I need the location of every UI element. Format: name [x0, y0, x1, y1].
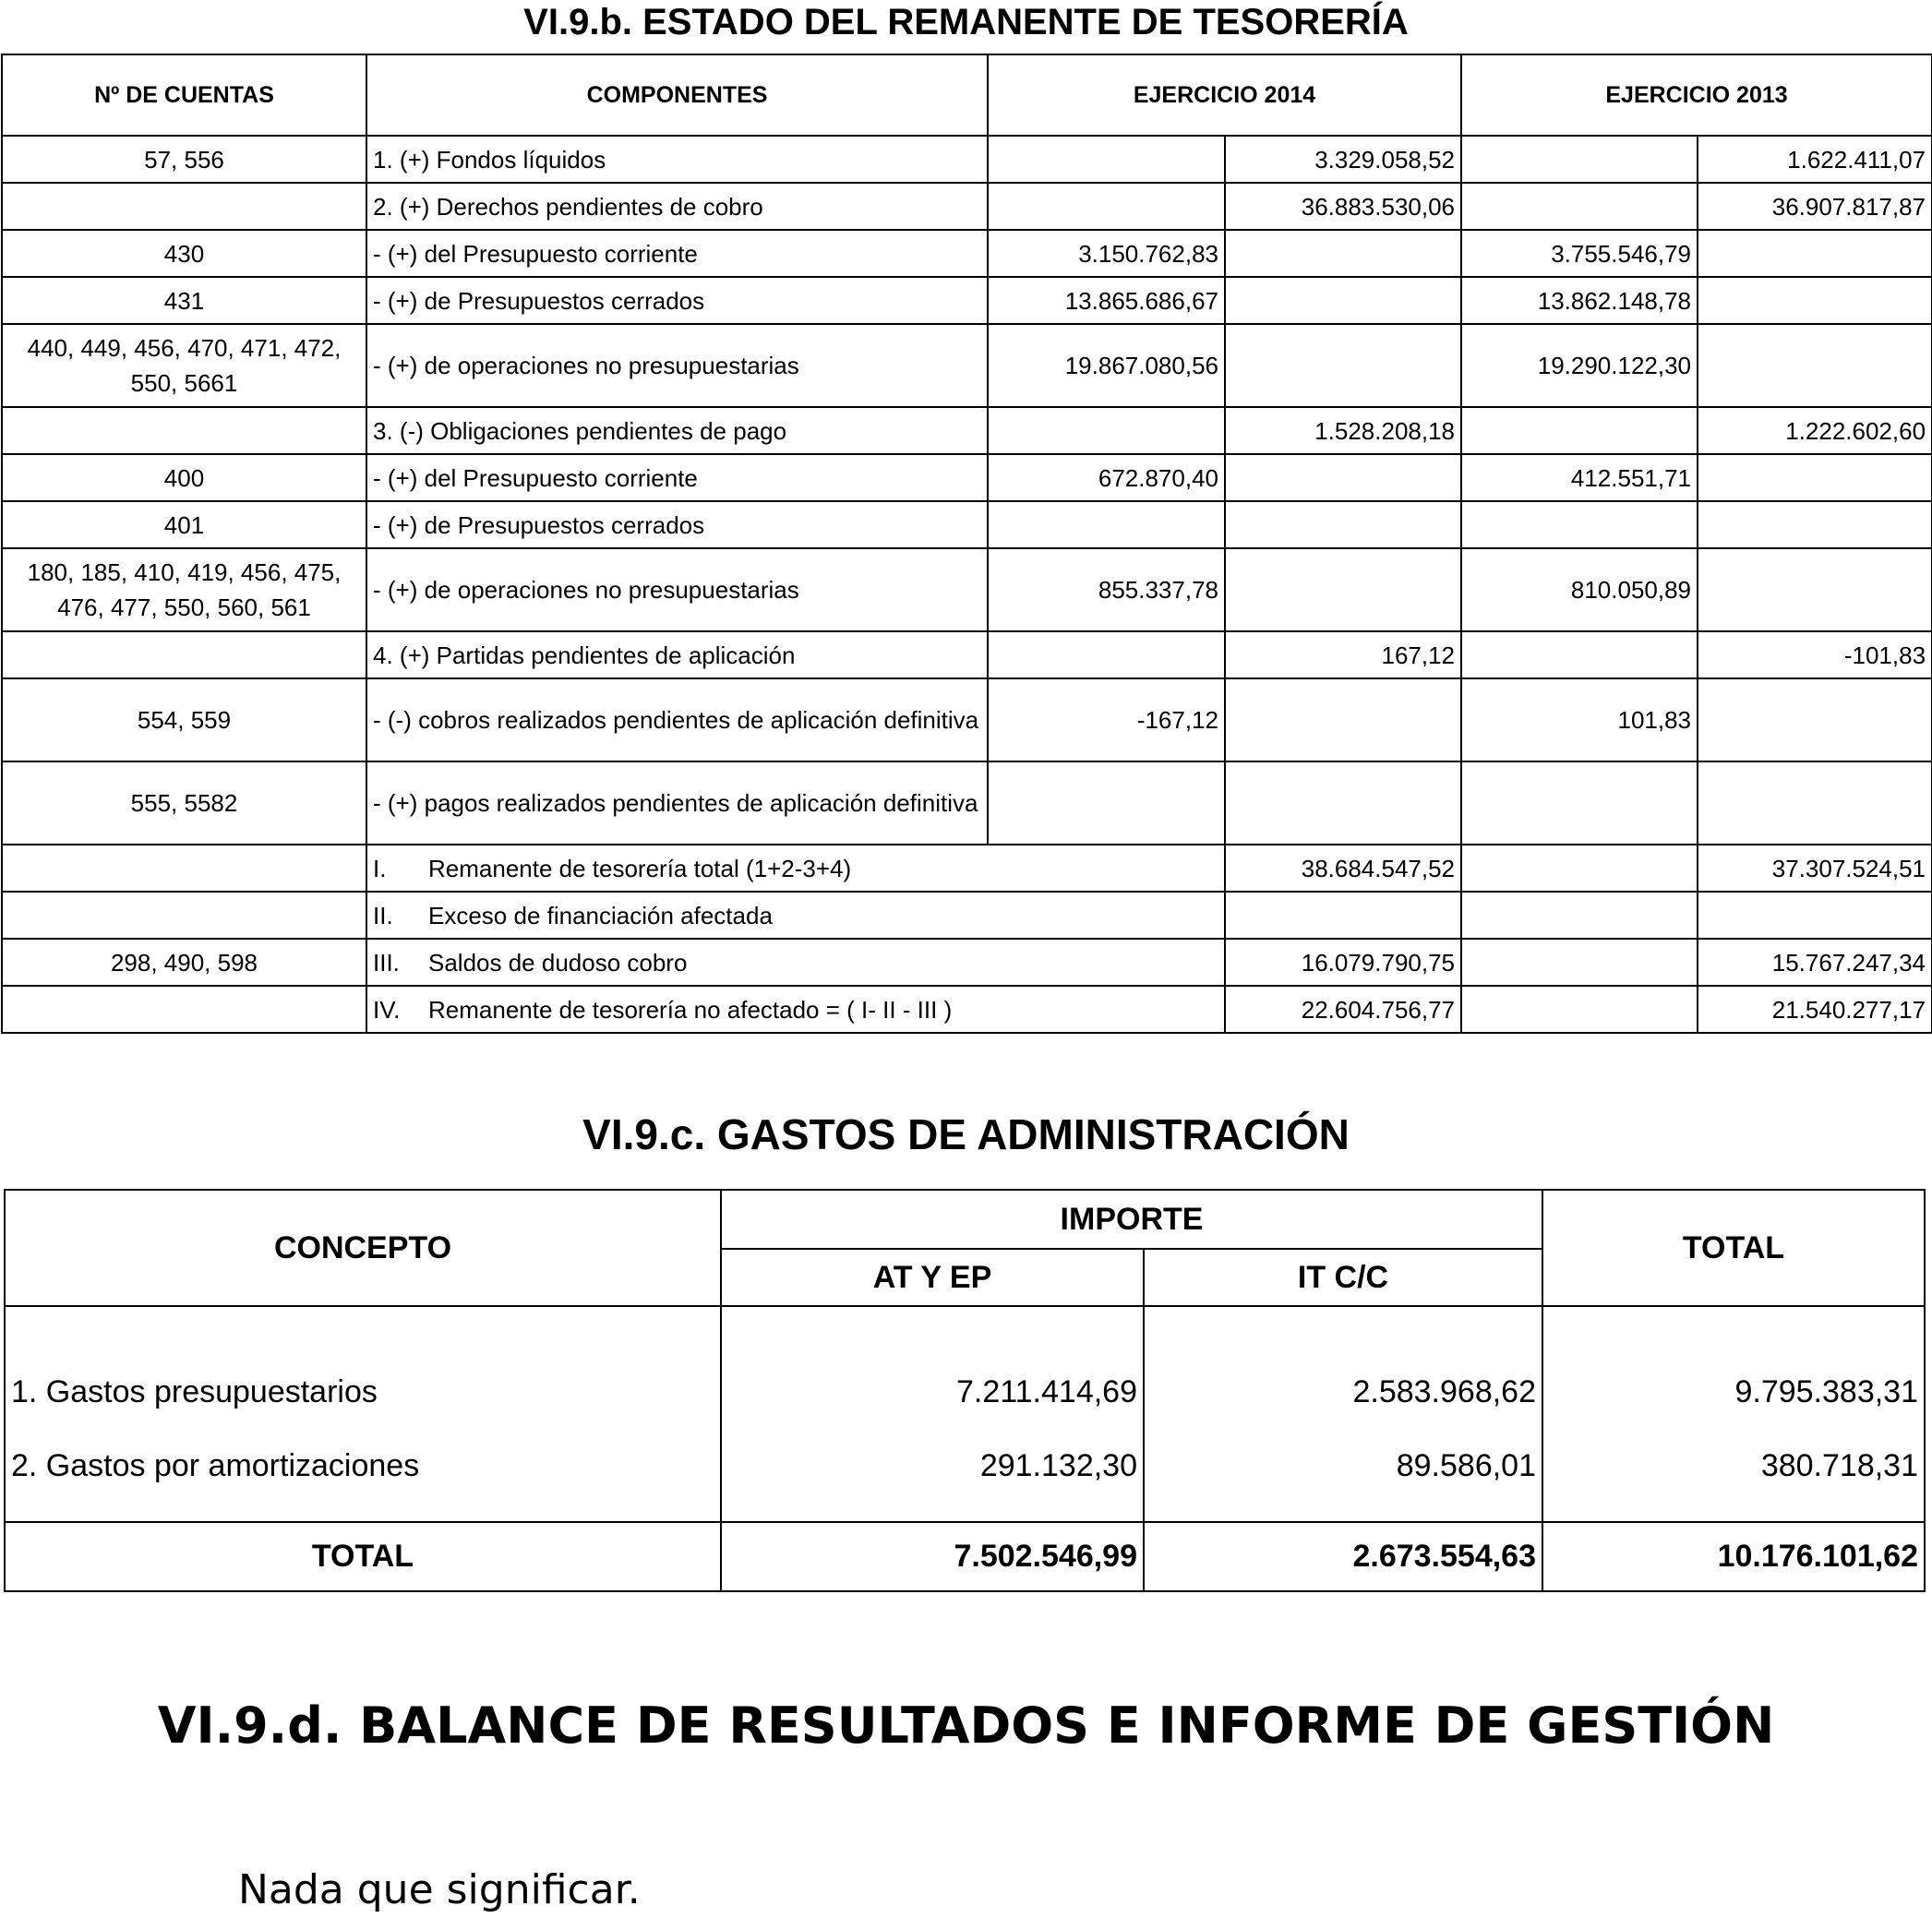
it-cell: 2.583.968,62 [1144, 1306, 1542, 1410]
header-concepto: CONCEPTO [5, 1190, 721, 1306]
table-row [5, 1410, 1925, 1522]
summary-label: Remanente de tesorería no afectado = ( I- II - III ) [428, 995, 953, 1024]
grand-total-cell: 10.176.101,62 [1542, 1522, 1925, 1591]
total-2013-cell [1698, 230, 1932, 277]
table-header-row [2, 54, 1932, 136]
roman-numeral: IV. [373, 995, 401, 1024]
header-it-cc: IT C/C [1144, 1249, 1542, 1306]
total-2014-cell: 16.079.790,75 [1225, 939, 1461, 986]
detail-2014-cell [988, 136, 1225, 183]
total-2014-cell [1225, 892, 1461, 939]
at-cell: 291.132,30 [721, 1410, 1144, 1522]
cuentas-cell: 57, 556 [2, 136, 366, 183]
total-2013-cell: 15.767.247,34 [1698, 939, 1932, 986]
table-row [2, 501, 1932, 548]
componente-cell [366, 986, 1225, 1033]
table-row [5, 1306, 1925, 1410]
detail-2013-cell [1461, 183, 1698, 230]
componente-cell: - (+) de Presupuestos cerrados [366, 277, 988, 324]
componente-cell [366, 845, 1225, 892]
header-componentes: COMPONENTES [366, 54, 988, 136]
roman-numeral: I. [373, 854, 387, 882]
section-b-title: VI.9.b. ESTADO DEL REMANENTE DE TESORERÍA [523, 2, 1409, 42]
table-row [2, 678, 1932, 761]
header-total: TOTAL [1542, 1190, 1925, 1306]
detail-2014-cell [988, 761, 1225, 845]
detail-2014-cell: 13.865.686,67 [988, 277, 1225, 324]
header-ejercicio-2013: EJERCICIO 2013 [1461, 54, 1932, 136]
cuentas-cell [2, 183, 366, 230]
detail-2013-cell: 19.290.122,30 [1461, 324, 1698, 407]
summary-row [2, 939, 1932, 986]
roman-numeral: III. [373, 948, 400, 977]
table-row [2, 230, 1932, 277]
detail-2013-cell [1461, 407, 1698, 454]
header-cuentas: Nº DE CUENTAS [2, 54, 366, 136]
total-2014-cell [1225, 761, 1461, 845]
total-2014-cell: 38.684.547,52 [1225, 845, 1461, 892]
cuentas-cell: 555, 5582 [2, 761, 366, 845]
cuentas-cell [2, 986, 366, 1033]
total-2014-cell [1225, 324, 1461, 407]
detail-2014-cell: -167,12 [988, 678, 1225, 761]
table-row [2, 136, 1932, 183]
detail-2013-cell: 101,83 [1461, 678, 1698, 761]
componente-cell: - (+) del Presupuesto corriente [366, 230, 988, 277]
componente-cell: 3. (-) Obligaciones pendientes de pago [366, 407, 988, 454]
total-2014-cell [1225, 230, 1461, 277]
detail-2013-cell [1461, 845, 1698, 892]
detail-2013-cell: 13.862.148,78 [1461, 277, 1698, 324]
componente-cell: - (-) cobros realizados pendientes de aplicación definitiva [366, 678, 988, 761]
total-2013-cell: 36.907.817,87 [1698, 183, 1932, 230]
componente-cell: 1. (+) Fondos líquidos [366, 136, 988, 183]
table-row [2, 631, 1932, 678]
detail-2013-cell [1461, 631, 1698, 678]
total-2014-cell [1225, 501, 1461, 548]
componente-cell: 2. (+) Derechos pendientes de cobro [366, 183, 988, 230]
cuentas-cell [2, 892, 366, 939]
cuentas-cell: 554, 559 [2, 678, 366, 761]
remanente-tesoreria-table [1, 54, 1932, 1034]
concepto-cell: 2. Gastos por amortizaciones [5, 1410, 721, 1522]
cuentas-cell: 440, 449, 456, 470, 471, 472, 550, 5661 [2, 324, 366, 407]
total-2013-cell [1698, 678, 1932, 761]
total-2013-cell: 37.307.524,51 [1698, 845, 1932, 892]
total-2014-cell: 3.329.058,52 [1225, 136, 1461, 183]
summary-label: Saldos de dudoso cobro [428, 948, 688, 977]
total-2014-cell [1225, 277, 1461, 324]
total-2013-cell [1698, 501, 1932, 548]
cuentas-cell: 400 [2, 454, 366, 501]
detail-2013-cell [1461, 761, 1698, 845]
section-d-text: Nada que significar. [238, 1866, 641, 1913]
table-row [2, 324, 1932, 407]
header-importe: IMPORTE [721, 1190, 1542, 1249]
detail-2013-cell [1461, 986, 1698, 1033]
detail-2014-cell: 672.870,40 [988, 454, 1225, 501]
componente-cell: 4. (+) Partidas pendientes de aplicación [366, 631, 988, 678]
cuentas-cell: 430 [2, 230, 366, 277]
detail-2014-cell: 3.150.762,83 [988, 230, 1225, 277]
componente-cell: - (+) pagos realizados pendientes de aplicación definitiva [366, 761, 988, 845]
summary-label: Remanente de tesorería total (1+2-3+4) [428, 854, 852, 882]
gastos-administracion-table [4, 1189, 1926, 1592]
table-row [2, 277, 1932, 324]
total-2014-cell: 36.883.530,06 [1225, 183, 1461, 230]
table-row [2, 407, 1932, 454]
total-label-cell: TOTAL [5, 1522, 721, 1591]
table-row [2, 761, 1932, 845]
detail-2014-cell [988, 183, 1225, 230]
total-cell: 9.795.383,31 [1542, 1306, 1925, 1410]
cuentas-cell: 401 [2, 501, 366, 548]
detail-2014-cell [988, 501, 1225, 548]
total-2013-cell: -101,83 [1698, 631, 1932, 678]
summary-row [2, 986, 1932, 1033]
cuentas-cell [2, 631, 366, 678]
detail-2014-cell [988, 631, 1225, 678]
cuentas-cell: 431 [2, 277, 366, 324]
total-2013-cell [1698, 548, 1932, 631]
total-2014-cell: 1.528.208,18 [1225, 407, 1461, 454]
summary-label: Exceso de financiación afectada [428, 901, 773, 929]
section-d-title: VI.9.d. BALANCE DE RESULTADOS E INFORME DE GESTIÓN [157, 1696, 1775, 1755]
componente-cell [366, 939, 1225, 986]
table-row [2, 454, 1932, 501]
detail-2013-cell: 810.050,89 [1461, 548, 1698, 631]
total-2013-cell: 1.622.411,07 [1698, 136, 1932, 183]
total-2013-cell [1698, 324, 1932, 407]
total-2013-cell: 21.540.277,17 [1698, 986, 1932, 1033]
summary-row [2, 892, 1932, 939]
detail-2013-cell: 3.755.546,79 [1461, 230, 1698, 277]
it-total-cell: 2.673.554,63 [1144, 1522, 1542, 1591]
roman-numeral: II. [373, 901, 393, 929]
componente-cell: - (+) de operaciones no presupuestarias [366, 548, 988, 631]
detail-2014-cell [988, 407, 1225, 454]
total-2013-cell: 1.222.602,60 [1698, 407, 1932, 454]
detail-2014-cell: 19.867.080,56 [988, 324, 1225, 407]
cuentas-cell [2, 845, 366, 892]
componente-cell [366, 892, 1225, 939]
section-c-title: VI.9.c. GASTOS DE ADMINISTRACIÓN [582, 1110, 1350, 1158]
at-cell: 7.211.414,69 [721, 1306, 1144, 1410]
table-row [2, 548, 1932, 631]
detail-2013-cell [1461, 892, 1698, 939]
cuentas-cell: 180, 185, 410, 419, 456, 475, 476, 477, 550, 560, 561 [2, 548, 366, 631]
it-cell: 89.586,01 [1144, 1410, 1542, 1522]
header-at-y-ep: AT Y EP [721, 1249, 1144, 1306]
total-2013-cell [1698, 892, 1932, 939]
detail-2013-cell [1461, 501, 1698, 548]
total-2014-cell [1225, 678, 1461, 761]
concepto-cell: 1. Gastos presupuestarios [5, 1306, 721, 1410]
detail-2013-cell [1461, 136, 1698, 183]
total-2014-cell: 167,12 [1225, 631, 1461, 678]
summary-row [2, 845, 1932, 892]
header-ejercicio-2014: EJERCICIO 2014 [988, 54, 1461, 136]
cuentas-cell [2, 407, 366, 454]
table-row [2, 183, 1932, 230]
total-2014-cell [1225, 454, 1461, 501]
total-2014-cell [1225, 548, 1461, 631]
detail-2014-cell: 855.337,78 [988, 548, 1225, 631]
componente-cell: - (+) de Presupuestos cerrados [366, 501, 988, 548]
total-2014-cell: 22.604.756,77 [1225, 986, 1461, 1033]
cuentas-cell: 298, 490, 598 [2, 939, 366, 986]
total-2013-cell [1698, 761, 1932, 845]
total-2013-cell [1698, 277, 1932, 324]
table-header-row [5, 1190, 1925, 1249]
detail-2013-cell [1461, 939, 1698, 986]
total-2013-cell [1698, 454, 1932, 501]
total-cell: 380.718,31 [1542, 1410, 1925, 1522]
at-total-cell: 7.502.546,99 [721, 1522, 1144, 1591]
componente-cell: - (+) del Presupuesto corriente [366, 454, 988, 501]
total-row [5, 1522, 1925, 1591]
componente-cell: - (+) de operaciones no presupuestarias [366, 324, 988, 407]
detail-2013-cell: 412.551,71 [1461, 454, 1698, 501]
